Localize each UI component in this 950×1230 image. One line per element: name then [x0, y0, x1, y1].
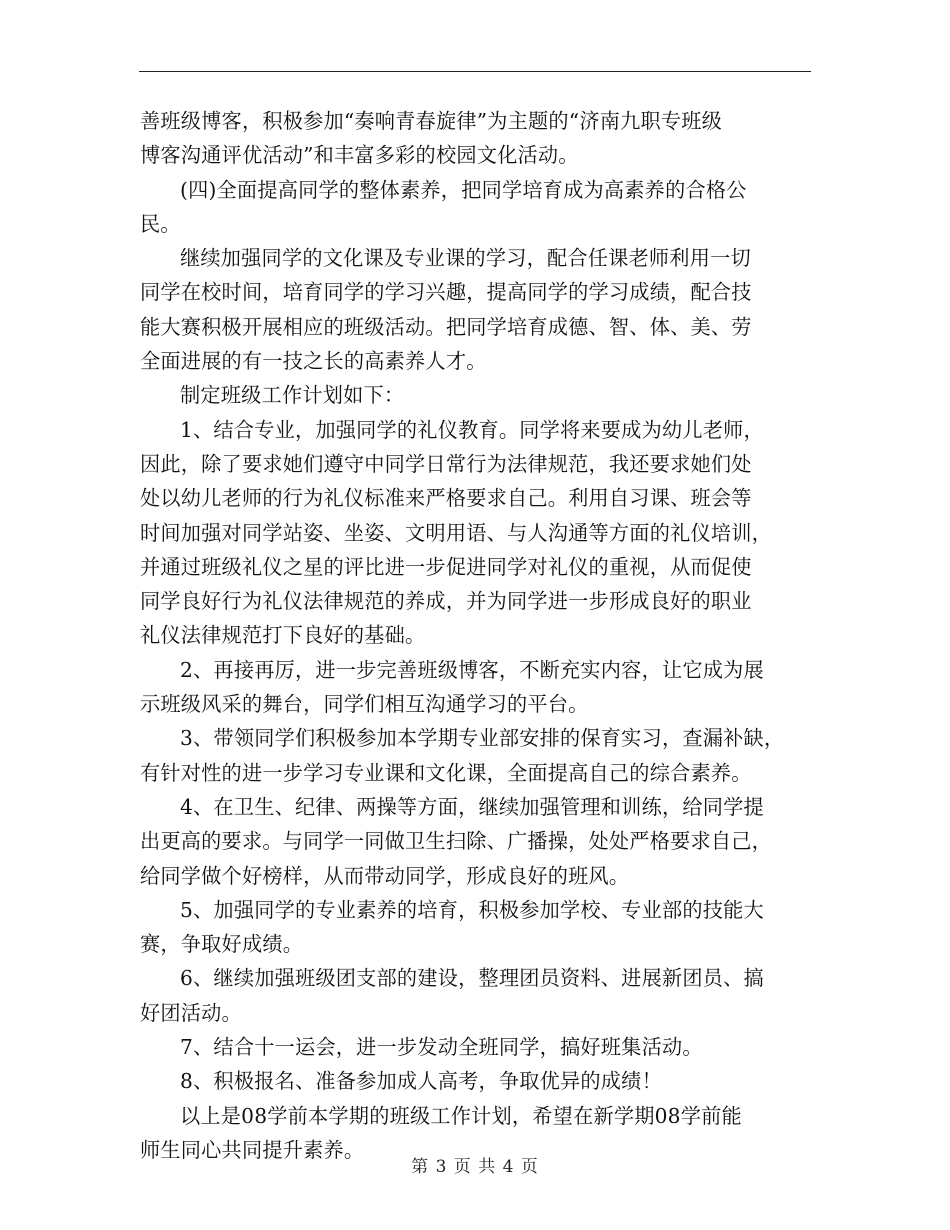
text-line: 同学在校时间，培育同学的学习兴趣，提高同学的学习成绩，配合技 [140, 280, 752, 305]
text-line: 3、带领同学们积极参加本学期专业部安排的保育实习，查漏补缺， [180, 726, 785, 751]
text-line: 并通过班级礼仪之星的评比进一步促进同学对礼仪的重视，从而促使 [140, 554, 752, 579]
paragraph [140, 104, 812, 173]
text-line: 出更高的要求。与同学一同做卫生扫除、广播操，处处严格要求自己， [140, 829, 773, 854]
text-line: 能大赛积极开展相应的班级活动。把同学培育成德、智、体、美、劳 [140, 314, 752, 339]
page-number: 第 3 页 共 4 页 [411, 1157, 539, 1177]
text-line: 礼仪法律规范打下良好的基础。 [140, 623, 426, 648]
paragraph [140, 790, 812, 893]
text-line: 好团活动。 [140, 1000, 242, 1025]
text-line: 示班级风采的舞台，同学们相互沟通学习的平台。 [140, 692, 589, 717]
paragraph [140, 1030, 812, 1064]
text-line: 善班级博客，积极参加“奏响青春旋律”为主题的“济南九职专班级 [140, 109, 723, 133]
text-line: 有针对性的进一步学习专业课和文化课，全面提高自己的综合素养。 [140, 760, 752, 785]
text-line: 2、再接再厉，进一步完善班级博客，不断充实内容，让它成为展 [180, 657, 764, 682]
paragraph [140, 721, 812, 790]
text-line: 4、在卫生、纪律、两操等方面，继续加强管理和训练，给同学提 [180, 794, 764, 819]
text-line: 同学良好行为礼仪法律规范的养成，并为同学进一步形成良好的职业 [140, 589, 752, 614]
paragraph [140, 241, 812, 378]
text-line: 以上是08学前本学期的班级工作计划，希望在新学期08学前能 [180, 1103, 742, 1128]
text-line: 6、继续加强班级团支部的建设，整理团员资料、进展新团员、搞 [180, 966, 764, 991]
paragraph [140, 1064, 812, 1098]
text-line: 民。 [140, 211, 181, 236]
header-rule [139, 71, 811, 72]
paragraph [140, 653, 812, 722]
text-line: 5、加强同学的专业素养的培育，积极参加学校、专业部的技能大 [180, 897, 764, 922]
text-line: 赛，争取好成绩。 [140, 932, 304, 957]
document-body [140, 104, 812, 1167]
text-line: 8、积极报名、准备参加成人高考，争取优异的成绩！ [180, 1069, 662, 1094]
text-line: 7、结合十一运会，进一步发动全班同学，搞好班集活动。 [180, 1035, 703, 1060]
text-line: 全面进展的有一技之长的高素养人才。 [140, 349, 487, 374]
text-line: 给同学做个好榜样，从而带动同学，形成良好的班风。 [140, 863, 630, 888]
text-line: 处以幼儿老师的行为礼仪标准来严格要求自己。利用自习课、班会等 [140, 486, 752, 511]
text-line: (四)全面提高同学的整体素养，把同学培育成为高素养的合格公 [180, 177, 747, 202]
paragraph [140, 413, 812, 653]
paragraph [140, 893, 812, 962]
text-line: 时间加强对同学站姿、坐姿、文明用语、与人沟通等方面的礼仪培训， [140, 520, 773, 545]
paragraph [140, 173, 812, 242]
text-line: 博客沟通评优活动”和丰富多彩的校园文化活动。 [140, 143, 579, 168]
paragraph [140, 378, 812, 412]
text-line: 继续加强同学的文化课及专业课的学习，配合任课老师利用一切 [180, 246, 751, 271]
text-line: 1、结合专业，加强同学的礼仪教育。同学将来要成为幼儿老师， [180, 417, 764, 442]
text-line: 制定班级工作计划如下： [180, 383, 405, 408]
text-line: 因此，除了要求她们遵守中同学日常行为法律规范，我还要求她们处 [140, 451, 752, 476]
paragraph [140, 961, 812, 1030]
text-line: 师生同心共同提升素养。 [140, 1137, 365, 1162]
